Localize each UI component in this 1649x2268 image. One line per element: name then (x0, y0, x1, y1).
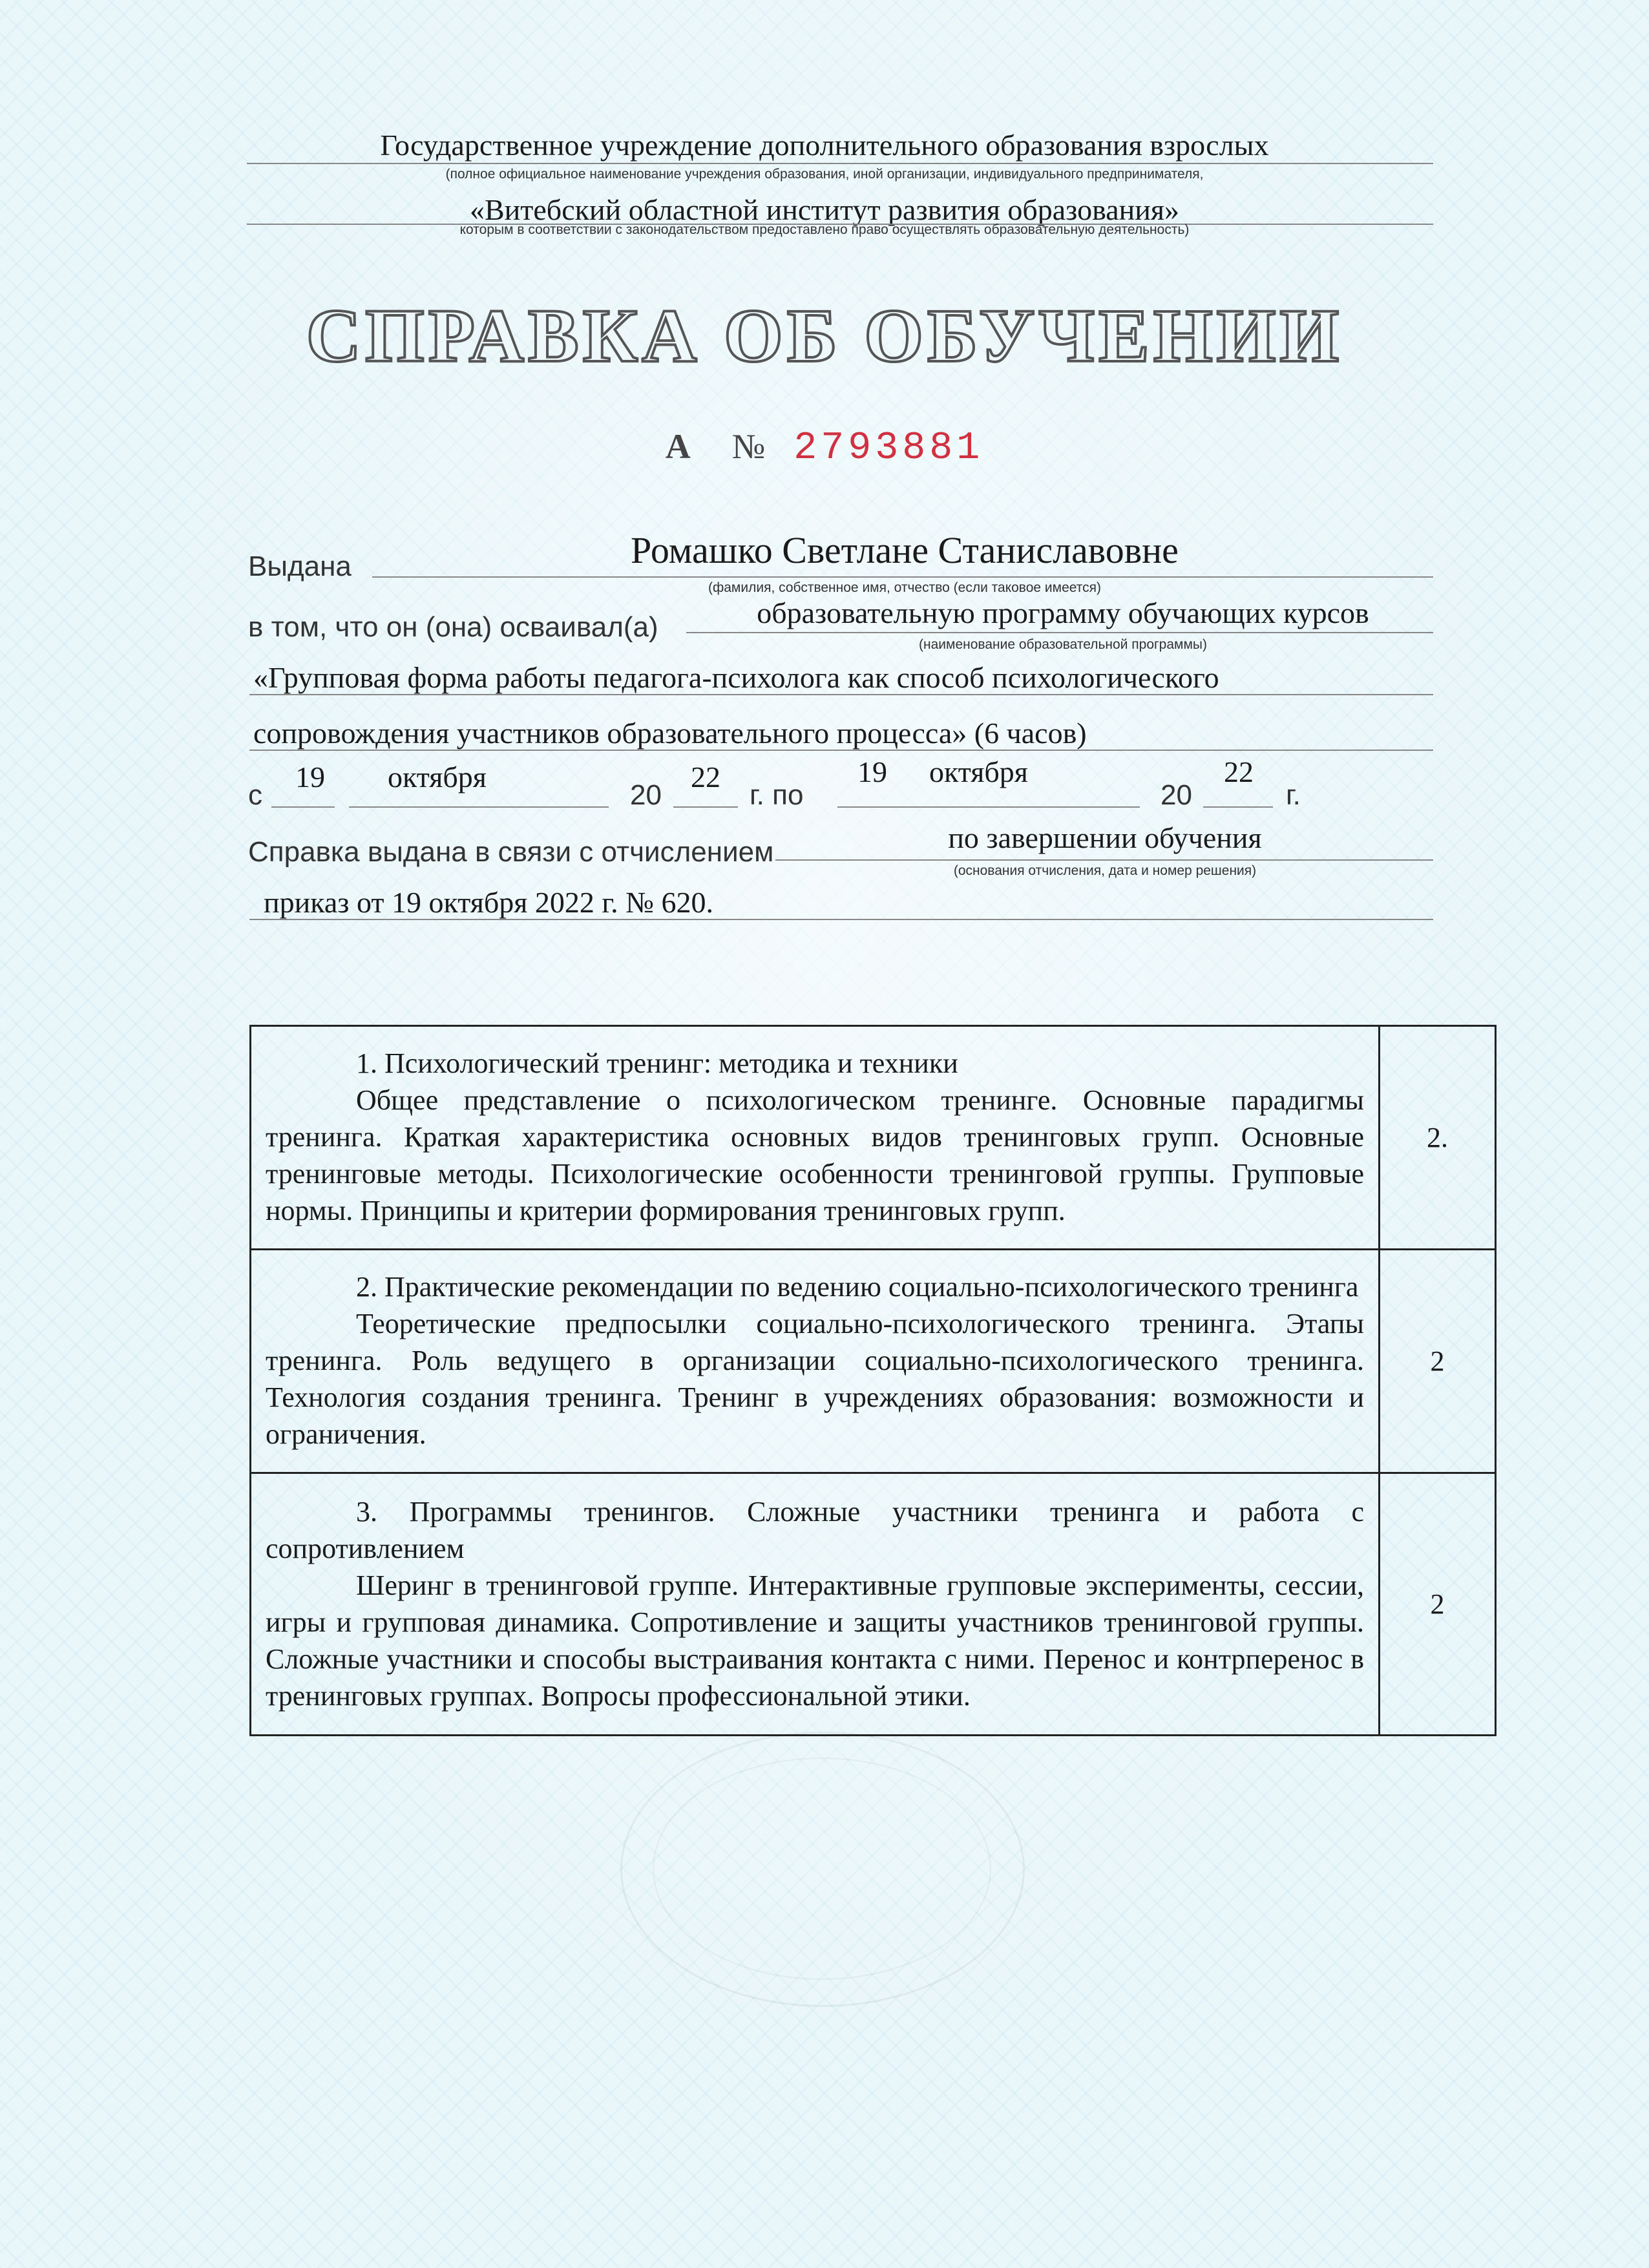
topic-title: 1. Психологический тренинг: методика и техники (356, 1047, 958, 1079)
program-name-line-2: сопровождения участников образовательного процесса» (6 часов) (253, 717, 1087, 750)
mastered-label: в том, что он (она) осваивал(а) (248, 611, 658, 643)
topic-hours: 2 (1380, 1250, 1496, 1473)
reason-value: по завершении обучения (948, 821, 1262, 854)
document-number-row (0, 426, 1649, 470)
from-day-underline (271, 806, 335, 808)
from-label: с (248, 779, 262, 811)
institution-caption-1: (полное официальное наименование учреждения образования, иной организации, индивидуального предпринимателя, (445, 167, 1204, 182)
institution-caption-2: которым в соответствии с законодательством предоставлено право осуществлять образовательную деятельность) (459, 222, 1190, 237)
institution-underline-1 (247, 163, 1433, 164)
program-name-underline-1 (249, 694, 1433, 695)
issued-underline (372, 576, 1433, 578)
table-row (251, 1026, 1496, 1250)
topic-cell (251, 1473, 1380, 1736)
to-year-suffix: 22 (1224, 755, 1254, 788)
reason-underline (775, 859, 1433, 861)
topic-cell (251, 1026, 1380, 1250)
year-label-1: г. по (750, 779, 804, 811)
issued-label: Выдана (248, 551, 352, 582)
topic-title: 3. Программы тренингов. Сложные участники тренинга и работа с сопротивлением (266, 1495, 1364, 1564)
to-month-underline (899, 806, 1140, 808)
issued-to-name: Ромашко Светлане Станиславовне (631, 529, 1179, 571)
institution-line-1: Государственное учреждение дополнительного образования взрослых (380, 129, 1269, 162)
to-day-underline (837, 806, 902, 808)
reason-label: Справка выдана в связи с отчислением (248, 836, 774, 868)
to-day: 19 (857, 755, 887, 788)
topic-hours: 2. (1380, 1026, 1496, 1250)
program-name-line-1: «Групповая форма работы педагога-психолога как способ психологического (253, 661, 1219, 694)
to-year-prefix: 20 (1161, 779, 1192, 811)
year-label-2: г. (1286, 779, 1301, 811)
topic-cell (251, 1250, 1380, 1473)
from-year-suffix: 22 (691, 761, 720, 793)
program-caption: (наименование образовательной программы) (919, 637, 1207, 652)
to-month: октября (929, 755, 1028, 788)
order-line: приказ от 19 октября 2022 г. № 620. (264, 886, 713, 919)
topic-hours: 2 (1380, 1473, 1496, 1736)
institution-line-2: «Витебский областной институт развития образования» (469, 193, 1180, 226)
reason-caption: (основания отчисления, дата и номер решения) (953, 863, 1257, 878)
from-day: 19 (295, 761, 325, 793)
document-number: 2793881 (793, 426, 984, 470)
order-underline (249, 919, 1433, 920)
topic-title: 2. Практические рекомендации по ведению социально-психологического тренинга (356, 1271, 1359, 1303)
from-month-underline (349, 806, 609, 808)
program-type: образовательную программу обучающих курсов (757, 596, 1369, 629)
program-name-underline-2 (249, 750, 1433, 751)
watermark-circle (653, 1758, 991, 1980)
from-year-prefix: 20 (630, 779, 662, 811)
table-row (251, 1473, 1496, 1736)
from-month: октября (388, 761, 487, 793)
topic-description: Общее представление о психологическом тренинге. Основные парадигмы тренинга. Краткая характеристика основных видов тренинговых групп. Основные тренинговые методы. Психологические особенности тренинговой группы. Групповые нормы. Принципы и критерии формирования тренинговых групп. (266, 1084, 1364, 1226)
from-year-underline (673, 806, 738, 808)
number-sign: № (731, 427, 766, 466)
to-year-underline (1203, 806, 1273, 808)
table-row (251, 1250, 1496, 1473)
name-caption: (фамилия, собственное имя, отчество (если таковое имеется) (708, 580, 1101, 595)
topic-description: Шеринг в тренинговой группе. Интерактивные групповые эксперименты, сессии, игры и групповая динамика. Сопротивление и защиты участников тренинговой группы. Сложные участники и способы выстраивания контакта с ними. Перенос и контрперенос в тренинговых группах. Вопросы профессиональной этики. (266, 1569, 1364, 1712)
topics-table (249, 1025, 1497, 1736)
series-letter: А (665, 427, 691, 466)
topic-description: Теоретические предпосылки социально-психологического тренинга. Этапы тренинга. Роль ведущего в организации социально-психологического тренинга. Технология создания тренинга. Тренинг в учреждениях образования: возможности и ограничения. (266, 1308, 1364, 1450)
program-type-underline (686, 632, 1433, 633)
document-title: СПРАВКА ОБ ОБУЧЕНИИ (306, 293, 1343, 378)
